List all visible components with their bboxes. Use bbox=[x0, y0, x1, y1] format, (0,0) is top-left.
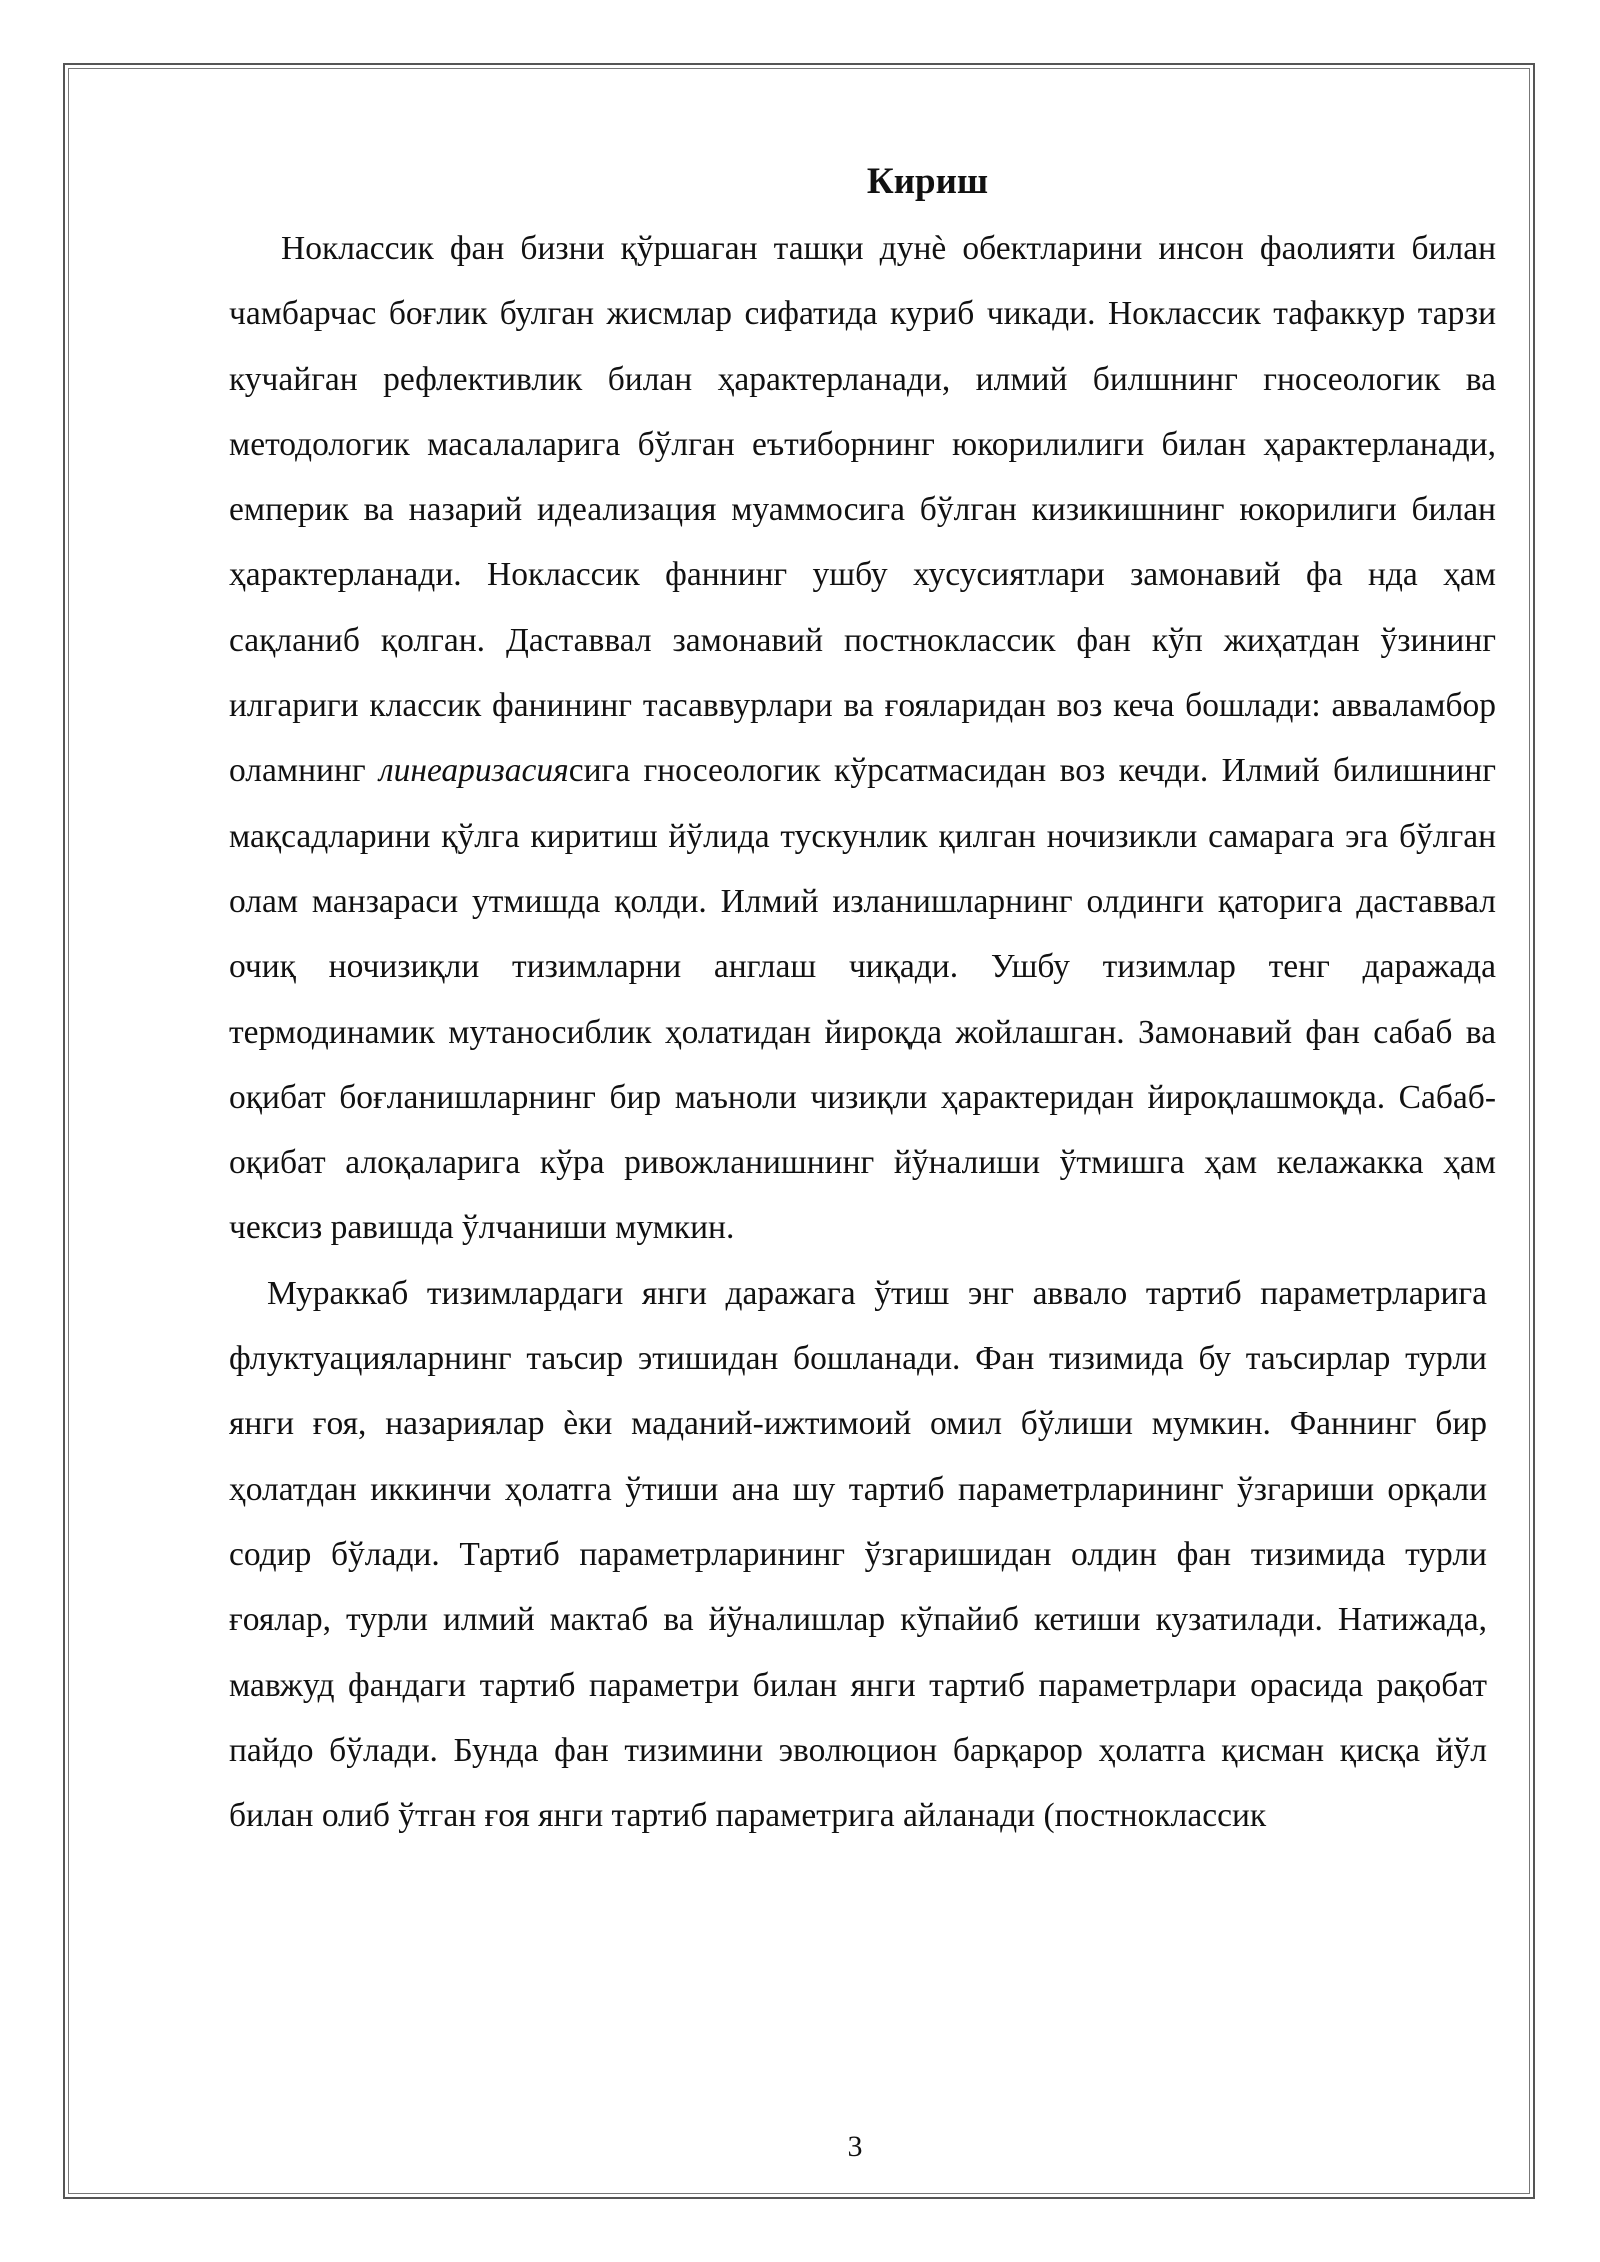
paragraph-2: Мураккаб тизимлардаги янги даражага ўтиш энг аввало тартиб параметрларига флуктуацияларнинг таъсир этишидан бошланади. Фан тизимида бу таъсирлар турли янги ғоя, назариялар ѐки маданий-ижтимоий омил бўлиши мумкин. Фаннинг бир ҳолатдан иккинчи ҳолатга ўтиши ана шу тартиб параметрларининг ўзгариши орқали содир бўлади. Тартиб параметрларининг ўзгаришидан олдин фан тизимида турли ғоялар, турли илмий мактаб ва йўналишлар кўпайиб кетиши кузатилади. Натижада, мавжуд фандаги тартиб параметри билан янги тартиб параметрлари орасида рақобат пайдо бўлади. Бунда фан тизимини эволюцион барқарор ҳолатга қисман қисқа йўл билан олиб ўтган ғоя янги тартиб параметрига айланади (постноклассик bbox=[229, 1274, 1487, 1835]
paragraph-1-text-b: сига гносеологик кўрсатмасидан воз кечди. Илмий билишнинг мақсадларини қўлга киритиш йўлида тускунлик қилган ночизикли самарага эга бўлган олам манзараси утмишда қолди. Илмий изланишларнинг олдинги қаторига даставвал очиқ ночизиқли тизимларни англаш чиқади. Ушбу тизимлар тенг даражада термодинамик мутаносиблик ҳолатидан йироқда жойлашган. Замонавий фан сабаб ва оқибат боғланишларнинг бир маъноли чизиқли ҳарактеридан йироқлашмоқда. Сабаб-оқибат алоқаларига кўра ривожланишнинг йўналиши ўтмишга ҳам келажакка ҳам чексиз равишда ўлчаниши мумкин. bbox=[229, 752, 1496, 1247]
page-number: 3 bbox=[847, 2130, 863, 2163]
paragraph-1-text-a: Ноклассик фан бизни қўршаган ташқи дунѐ обектларини инсон фаолияти билан чамбарчас боғлик булган жисмлар сифатида куриб чикади. Ноклассик тафаккур тарзи кучайган рефлективлик билан ҳарактерланади, илмий билшнинг гносеологик ва методологик масалаларига бўлган еътиборнинг юкорилилиги билан ҳарактерланади, емперик ва назарий идеализация муаммосига бўлган кизикишнинг юкорилиги билан ҳарактерланади. Ноклассик фаннинг ушбу хусусиятлари замонавий фа нда ҳам сақланиб қолган. Даставвал замонавий постноклассик фан кўп жиҳатдан ўзининг илгариги классик фанининг тасаввурлари ва ғояларидан воз кеча бошлади: аввалaмбор оламнинг bbox=[229, 230, 1496, 790]
document-body bbox=[229, 150, 1496, 1848]
paragraph-1-italic-term: линеаризасия bbox=[379, 752, 569, 790]
paragraph-1 bbox=[229, 216, 1496, 1261]
section-heading: Кириш bbox=[866, 161, 989, 202]
